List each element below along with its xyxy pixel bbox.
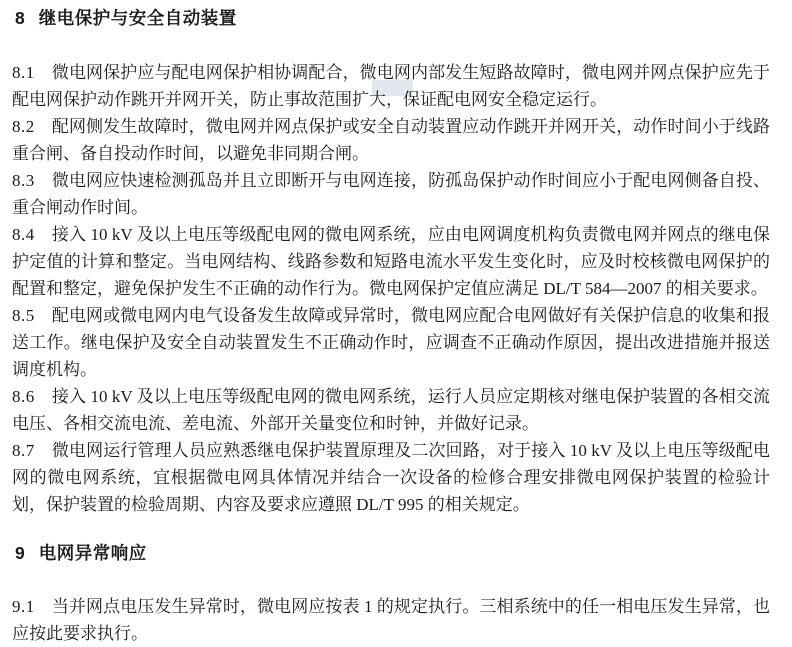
clause-text: 接入 10 kV 及以上电压等级配电网的微电网系统，应由电网调度机构负责微电网并网点的继电保护定值的计算和整定。当电网结构、线路参数和短路电流水平发生变化时，应及时校核微电网保护的配置和整定，避免保护发生不正确的动作行为。微电网保护定值应满足 DL/T 584—2007 的相关要求。 [12,225,770,298]
clause-8.4 [12,221,770,302]
clause-text: 配电网或微电网内电气设备发生故障或异常时，微电网应配合电网做好有关保护信息的收集和报送工作。继电保护及安全自动装置发生不正确动作时，应调查不正确动作原因，提出改进措施并报送调度机构。 [12,306,770,379]
section-heading [15,5,770,32]
clause-8.3 [12,167,770,221]
clause-number: 8.7 [12,441,35,460]
clause-text: 微电网运行管理人员应熟悉继电保护装置原理及二次回路，对于接入 10 kV 及以上电压等级配电网的微电网系统，宜根据微电网具体情况并结合一次设备的检修合理安排微电网保护装置的检验计划，保护装置的检验周期、内容及要求应遵照 DL/T 995 的相关规定。 [12,441,770,514]
clause-number: 9.1 [12,597,35,616]
clause-8.6 [12,383,770,437]
section-number: 8 [15,8,25,28]
clause-number: 8.4 [12,225,35,244]
clause-text: 接入 10 kV 及以上电压等级配电网的微电网系统，运行人员应定期核对继电保护装置的各相交流电压、各相交流电流、差电流、外部开关量变位和时钟，并做好记录。 [12,387,770,433]
clause-8.7 [12,437,770,518]
clause-8.1 [12,59,770,113]
section-title: 电网异常响应 [38,543,147,563]
section-9 [12,540,770,647]
clause-text: 当并网点电压发生异常时，微电网应按表 1 的规定执行。三相系统中的任一相电压发生异常，也应按此要求执行。 [12,597,770,643]
clause-text: 微电网保护应与配电网保护相协调配合，微电网内部发生短路故障时，微电网并网点保护应先于配电网保护动作跳开并网开关，防止事故范围扩大，保证配电网安全稳定运行。 [12,63,770,109]
clause-number: 8.5 [12,306,35,325]
section-number: 9 [15,543,25,563]
clause-text: 配网侧发生故障时，微电网并网点保护或安全自动装置应动作跳开并网开关，动作时间小于线路重合闸、备自投动作时间，以避免非同期合闸。 [12,117,770,163]
section-8 [12,5,770,518]
section-heading [15,540,770,567]
clause-number: 8.2 [12,117,35,136]
clause-number: 8.6 [12,387,35,406]
clause-9.1 [12,593,770,647]
clause-number: 8.3 [12,171,35,190]
clause-number: 8.1 [12,63,35,82]
clause-8.2 [12,113,770,167]
section-title: 继电保护与安全自动装置 [38,8,237,28]
clause-8.5 [12,302,770,383]
clause-text: 微电网应快速检测孤岛并且立即断开与电网连接，防孤岛保护动作时间应小于配电网侧备自投、重合闸动作时间。 [12,171,770,217]
